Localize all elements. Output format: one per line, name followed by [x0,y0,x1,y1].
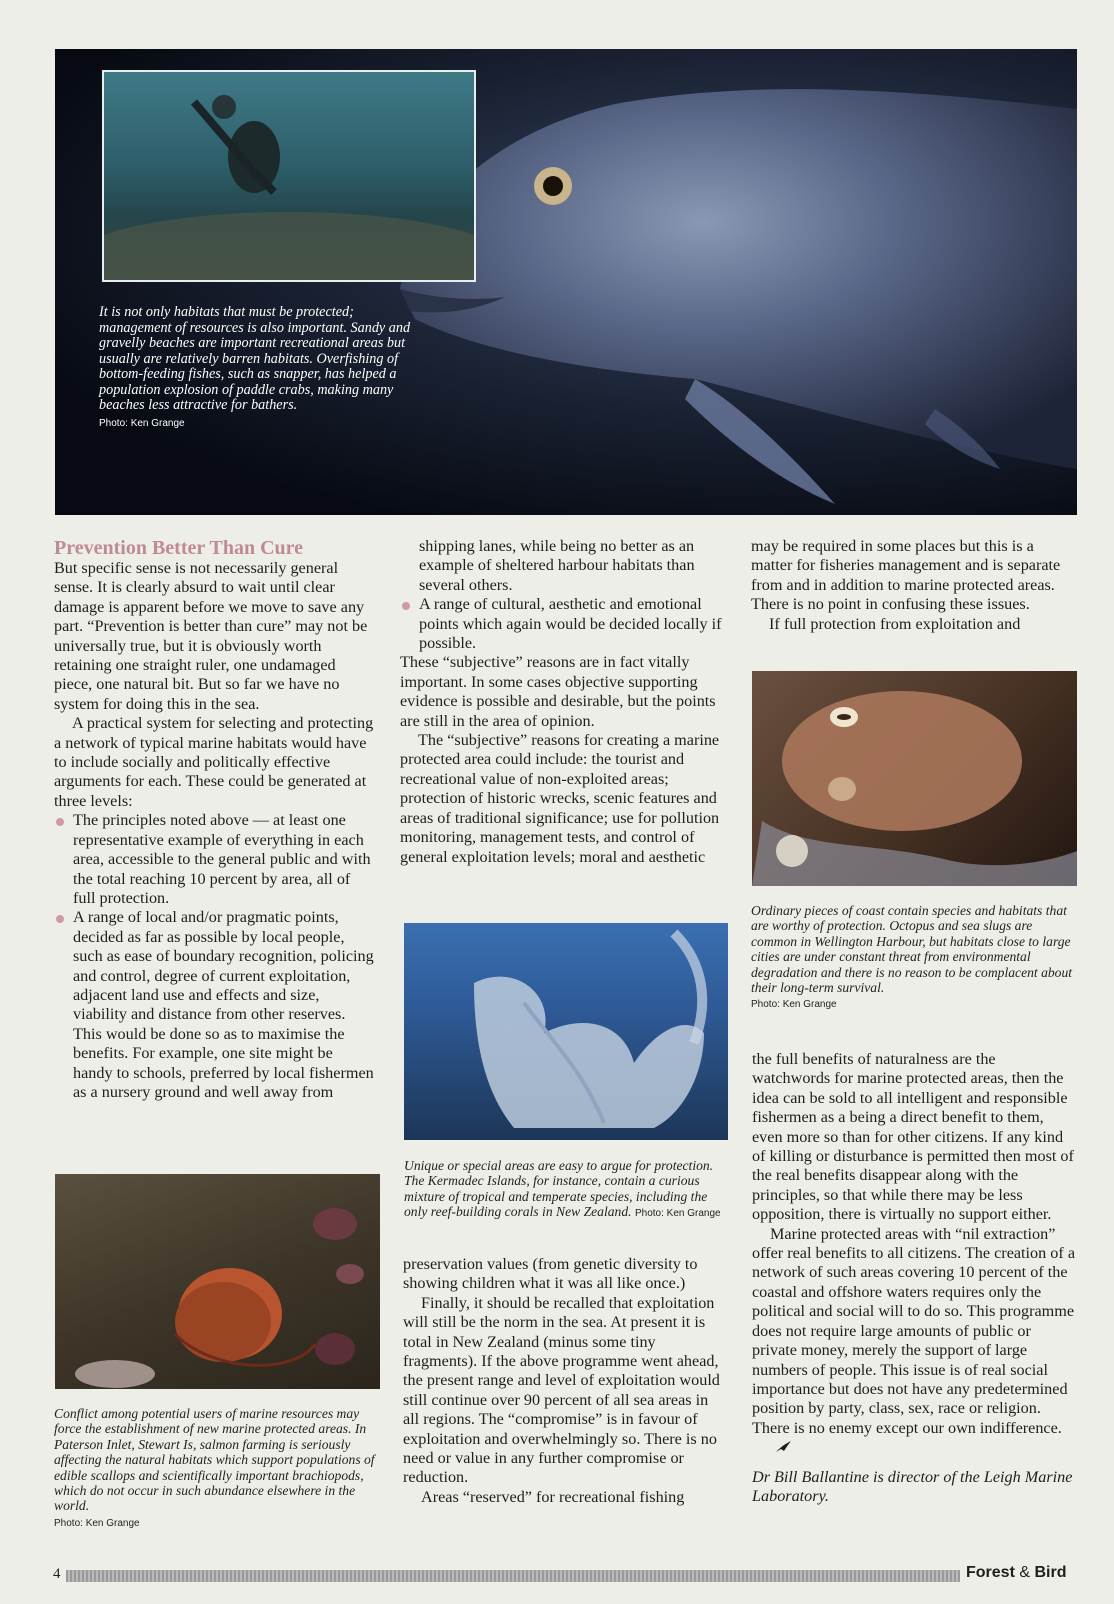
paragraph: If full protection from exploitation and [769,614,1021,633]
column-1 [54,537,376,1102]
closing-paragraph-text: Marine protected areas with “nil extraction” offer real benefits to all citizens. The creation of a network of such areas covering 10 percent of the coastal and offshore waters requires only the political and social will to do so. This programme does not require large amounts of public or private money, merely the support of large numbers of people. This issue is of real social importance but does not have any predetermined position by party, class, sex, race or religion. There is no enemy except our own indifference. [752,1224,1076,1437]
column-2 [400,537,722,867]
page-number: 4 [53,1566,61,1582]
bird-end-mark-icon [757,1439,775,1455]
octopus-caption [751,903,1077,1013]
hero-photo-credit: Photo: Ken Grange [99,417,185,429]
bullet-item: A range of local and/or pragmatic points, decided as far as possible by local people, such as ease of boundary recognition, policing and control, degree of current exploitation, adjacent land use and effects and size, viability and distance from other reserves. This would be done so as to maximise the benefits. For example, one site might be handy to schools, preferred by local fishermen as a nursery ground and well away from [54,908,376,1102]
hero-caption-text: It is not only habitats that must be protected; management of resources is also important. Sandy and gravelly beaches are important recreational areas but usually are relatively barren habitats. Overfishing of bottom-feeding fishes, such as snapper, has helped a population explosion of paddle crabs, making many beaches less attractive for bathers. [99,304,411,413]
paragraph: Finally, it should be recalled that exploitation will still be the norm in the sea. At present it is total in New Zealand (minus some tiny fragments). If the above programme went ahead, the present range and level of exploitation would still continue over 90 percent of all sea areas in all regions. The “compromise” is in favour of exploitation and overwhelmingly so. There is no need or value in any further compromise or reduction. [403,1293,720,1487]
paragraph: the full benefits of naturalness are the watchwords for marine protected areas, then the idea can be sold to all intelligent and responsible fishermen as a being a direct benefit to them, even more so than for other citizens. If any kind of killing or disturbance is permitted then most of the real benefits disappear along with the principles, so that while there may be less opposition, there is virtually no support either. [752,1050,1074,1224]
hero-caption [99,305,414,431]
magazine-name [966,1564,1066,1582]
magazine-name-part: Forest [966,1564,1015,1581]
section-heading: Prevention Better Than Cure [54,537,304,559]
coral-photo [404,923,728,1140]
paragraph: These “subjective” reasons are in fact vitally important. In some cases objective supporting evidence is possible and desirable, but the points are still in the area of opinion. [400,653,716,730]
bullet-list [400,595,722,653]
octopus-caption-text: Ordinary pieces of coast contain species and habitats that are worthy of protection. Octopus and sea slugs are common in Wellington Harbour, but habitats close to large cities are under constant threat from environmental degradation and there is no reason to be complacent about their long-term survival. [751,903,1073,996]
coral-caption-text: Unique or special areas are easy to argue for protection. The Kermadec Islands, for instance, contain a curious mixture of tropical and temperate species, including the only reef-building corals in New Zealand. [404,1158,714,1220]
paragraph: But specific sense is not necessarily general sense. It is clearly absurd to wait until clear damage is apparent before we move to save any part. “Prevention is better than cure” may not be universally true, but it is obviously worth retaining one straight ruler, one undamaged piece, one natural bit. But so far we have no system for doing this in the sea. [54,559,368,713]
paragraph: preservation values (from genetic diversity to showing children what it was all like once.) [403,1255,698,1293]
octopus-photo [752,671,1077,886]
footer-rule [66,1570,960,1582]
paragraph: A practical system for selecting and protecting a network of typical marine habitats would have to include socially and politically effective arguments for each. These could be generated at three levels: [54,714,374,810]
scallop-photo-credit: Photo: Ken Grange [54,1517,140,1529]
scallop-caption-text: Conflict among potential users of marine resources may force the establishment of new marine protected areas. In Paterson Inlet, Stewart Is, salmon farming is seriously affecting the natural habitats which support populations of edible scallops and scientifically important brachiopods, which do not occur in such abundance elsewhere in the world. [54,1406,375,1514]
paragraph: The “subjective” reasons for creating a marine protected area could include: the tourist and recreational value of non-exploited areas; protection of historic wrecks, scenic features and areas of traditional significance; use for pollution monitoring, management tests, and control of general exploitation levels; moral and aesthetic [400,731,720,866]
scallop-photo [55,1174,380,1389]
bullet-item: A range of cultural, aesthetic and emotional points which again would be decided locally if possible. [400,595,722,653]
octopus-photo-credit: Photo: Ken Grange [751,999,837,1011]
paragraph: Areas “reserved” for recreational fishing [421,1487,685,1506]
bullet-list [54,811,376,1102]
column-2-continued [403,1255,725,1507]
paragraph: shipping lanes, while being no better as an example of sheltered harbour habitats than several others. [419,537,695,594]
column-3-continued [752,1050,1077,1506]
column-3 [751,537,1075,634]
bullet-item: The principles noted above — at least one representative example of everything in each area, accessible to the general public and with the total reaching 10 percent by area, all of full protection. [54,811,376,908]
coral-caption [404,1158,726,1222]
author-bio: Dr Bill Ballantine is director of the Leigh Marine Laboratory. [752,1467,1073,1505]
paragraph [752,1225,1077,1458]
inset-photo-diver [102,70,476,282]
coral-photo-credit: Photo: Ken Grange [634,1208,721,1220]
magazine-name-ampersand: & [1019,1564,1031,1581]
paragraph: may be required in some places but this is a matter for fisheries management and is separate from and in addition to marine protected areas. There is no point in confusing these issues. [751,537,1061,614]
scallop-caption [54,1406,379,1531]
magazine-name-part: Bird [1034,1564,1067,1581]
